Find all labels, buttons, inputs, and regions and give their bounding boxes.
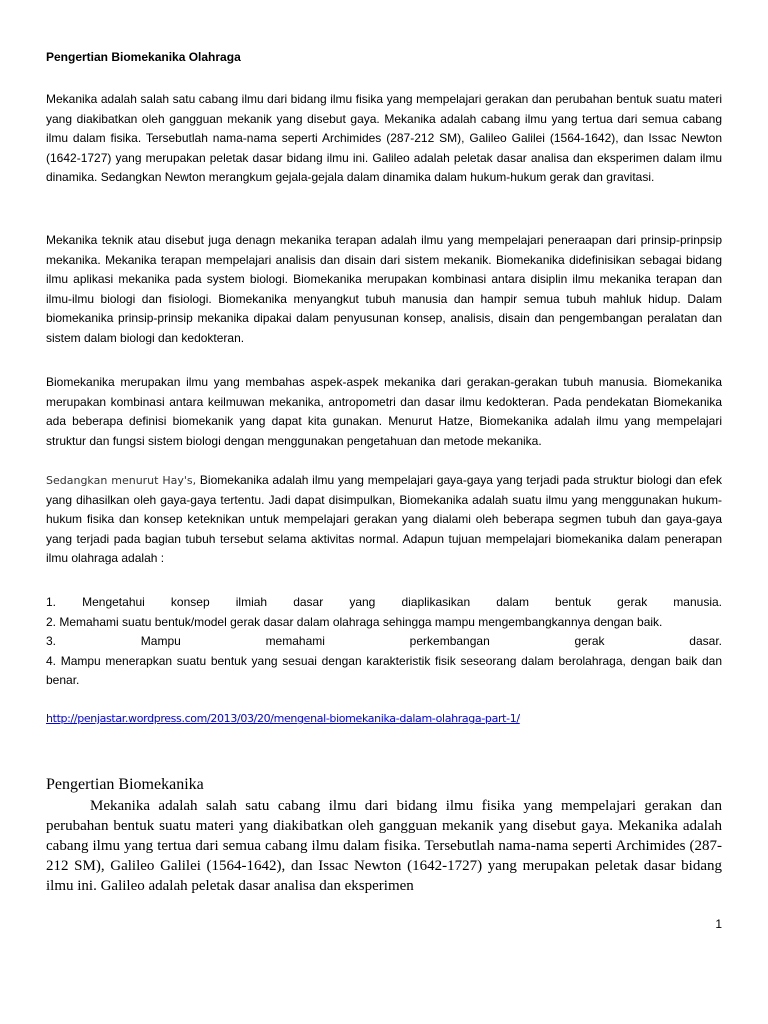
hay-body-text: Biomekanika adalah ilmu yang mempelajari gaya-gaya yang terjadi pada struktur biologi dan efek yang dihasilkan oleh gaya-gaya tertentu. Jadi dapat disimpulkan, Biomekanika adalah suatu ilmu yang menggunakan hukum-hukum fisika dan konsep keteknikan untuk mempelajari gerakan yang dialami oleh beberapa segmen tubuh dan gaya-gaya yang terjadi pada bagian tubuh tersebut selama aktivitas normal. Adapun tujuan mempelajari biomekanika dalam penerapan ilmu olahraga adalah : xyxy=(46,473,722,565)
objectives-list xyxy=(46,593,722,691)
paragraph-mechanics-intro: Mekanika adalah salah satu cabang ilmu dari bidang ilmu fisika yang mempelajari gerakan dan perubahan bentuk suatu materi yang diakibatkan oleh gangguan mekanik yang disebut gaya. Mekanika adalah cabang ilmu yang tertua dari semua cabang ilmu dalam fisika. Tersebutlah nama-nama seperti Archimides (287-212 SM), Galileo Galilei (1564-1642), dan Issac Newton (1642-1727) yang merupakan peletak dasar bidang ilmu ini. Galileo adalah peletak dasar analisa dan eksperimen dalam ilmu dinamika. Sedangkan Newton merangkum gejala-gejala dalam dinamika dalam hukum-hukum gerak dan gravitasi. xyxy=(46,92,722,184)
page-title: Pengertian Biomekanika Olahraga xyxy=(46,50,241,64)
section-paragraph: Mekanika adalah salah satu cabang ilmu dari bidang ilmu fisika yang mempelajari gerakan dan perubahan bentuk suatu materi yang diakibatkan oleh gangguan mekanik yang disebut gaya. Mekanika adalah cabang ilmu yang tertua dari semua cabang ilmu dalam fisika. Tersebutlah nama-nama seperti Archimides (287-212 SM), Galileo Galilei (1564-1642), dan Issac Newton (1642-1727) yang merupakan peletak dasar bidang ilmu ini. Galileo adalah peletak dasar analisa dan eksperimen xyxy=(46,798,722,894)
paragraph-engineering-mechanics: Mekanika teknik atau disebut juga denagn mekanika terapan adalah ilmu yang mempelajari peneraapan dari prinsip-prinpsip mekanika. Mekanika terapan mempelajari analisis dan disain dari sistem mekanik. Biomekanika didefinisikan sebagai bidang ilmu aplikasi mekanika pada system biologi. Biomekanika merupakan kombinasi antara disiplin ilmu mekanika terapan dan ilmu-ilmu biologi dan fisiologi. Biomekanika menyangkut tubuh manusia dan hampir semua tubuh mahluk hidup. Dalam biomekanika prinsip-prinsip mekanika dipakai dalam penyusunan konsep, analisis, disain dan pengembangan peralatan dan sistem dalam biologi dan kedokteran. xyxy=(46,233,722,345)
paragraph-biomechanics-definition: Biomekanika merupakan ilmu yang membahas aspek-aspek mekanika dari gerakan-gerakan tubuh manusia. Biomekanika merupakan kombinasi antara keilmuwan mekanika, antropometri dan dasar ilmu kedokteran. Pada pendekatan Biomekanika ada beberapa definisi biomekanik yang dapat kita gunakan. Menurut Hatze, Biomekanika adalah ilmu yang mempelajari struktur dan fungsi sistem biologi dengan menggunakan pengetahuan dan metode mekanika. xyxy=(46,375,722,448)
section-heading: Pengertian Biomekanika xyxy=(46,776,204,793)
page-number: 1 xyxy=(715,917,722,931)
source-link[interactable]: http://penjastar.wordpress.com/2013/03/20/mengenal-biomekanika-dalam-olahraga-part-1/ xyxy=(46,712,520,725)
list-item: 4. Mampu menerapkan suatu bentuk yang sesuai dengan karakteristik fisik seseorang dalam berolahraga, dengan baik dan benar. xyxy=(46,653,722,687)
hay-lead-text: Sedangkan menurut Hay's, xyxy=(46,474,197,487)
list-item: 1. Mengetahui konsep ilmiah dasar yang diaplikasikan dalam bentuk gerak manusia. xyxy=(46,595,722,609)
list-item: 3. Mampu memahami perkembangan gerak dasar. xyxy=(46,634,722,648)
list-item: 2. Memahami suatu bentuk/model gerak dasar dalam olahraga sehingga mampu mengembangkannya dengan baik. xyxy=(46,614,663,629)
paragraph-hay-definition xyxy=(46,471,722,569)
